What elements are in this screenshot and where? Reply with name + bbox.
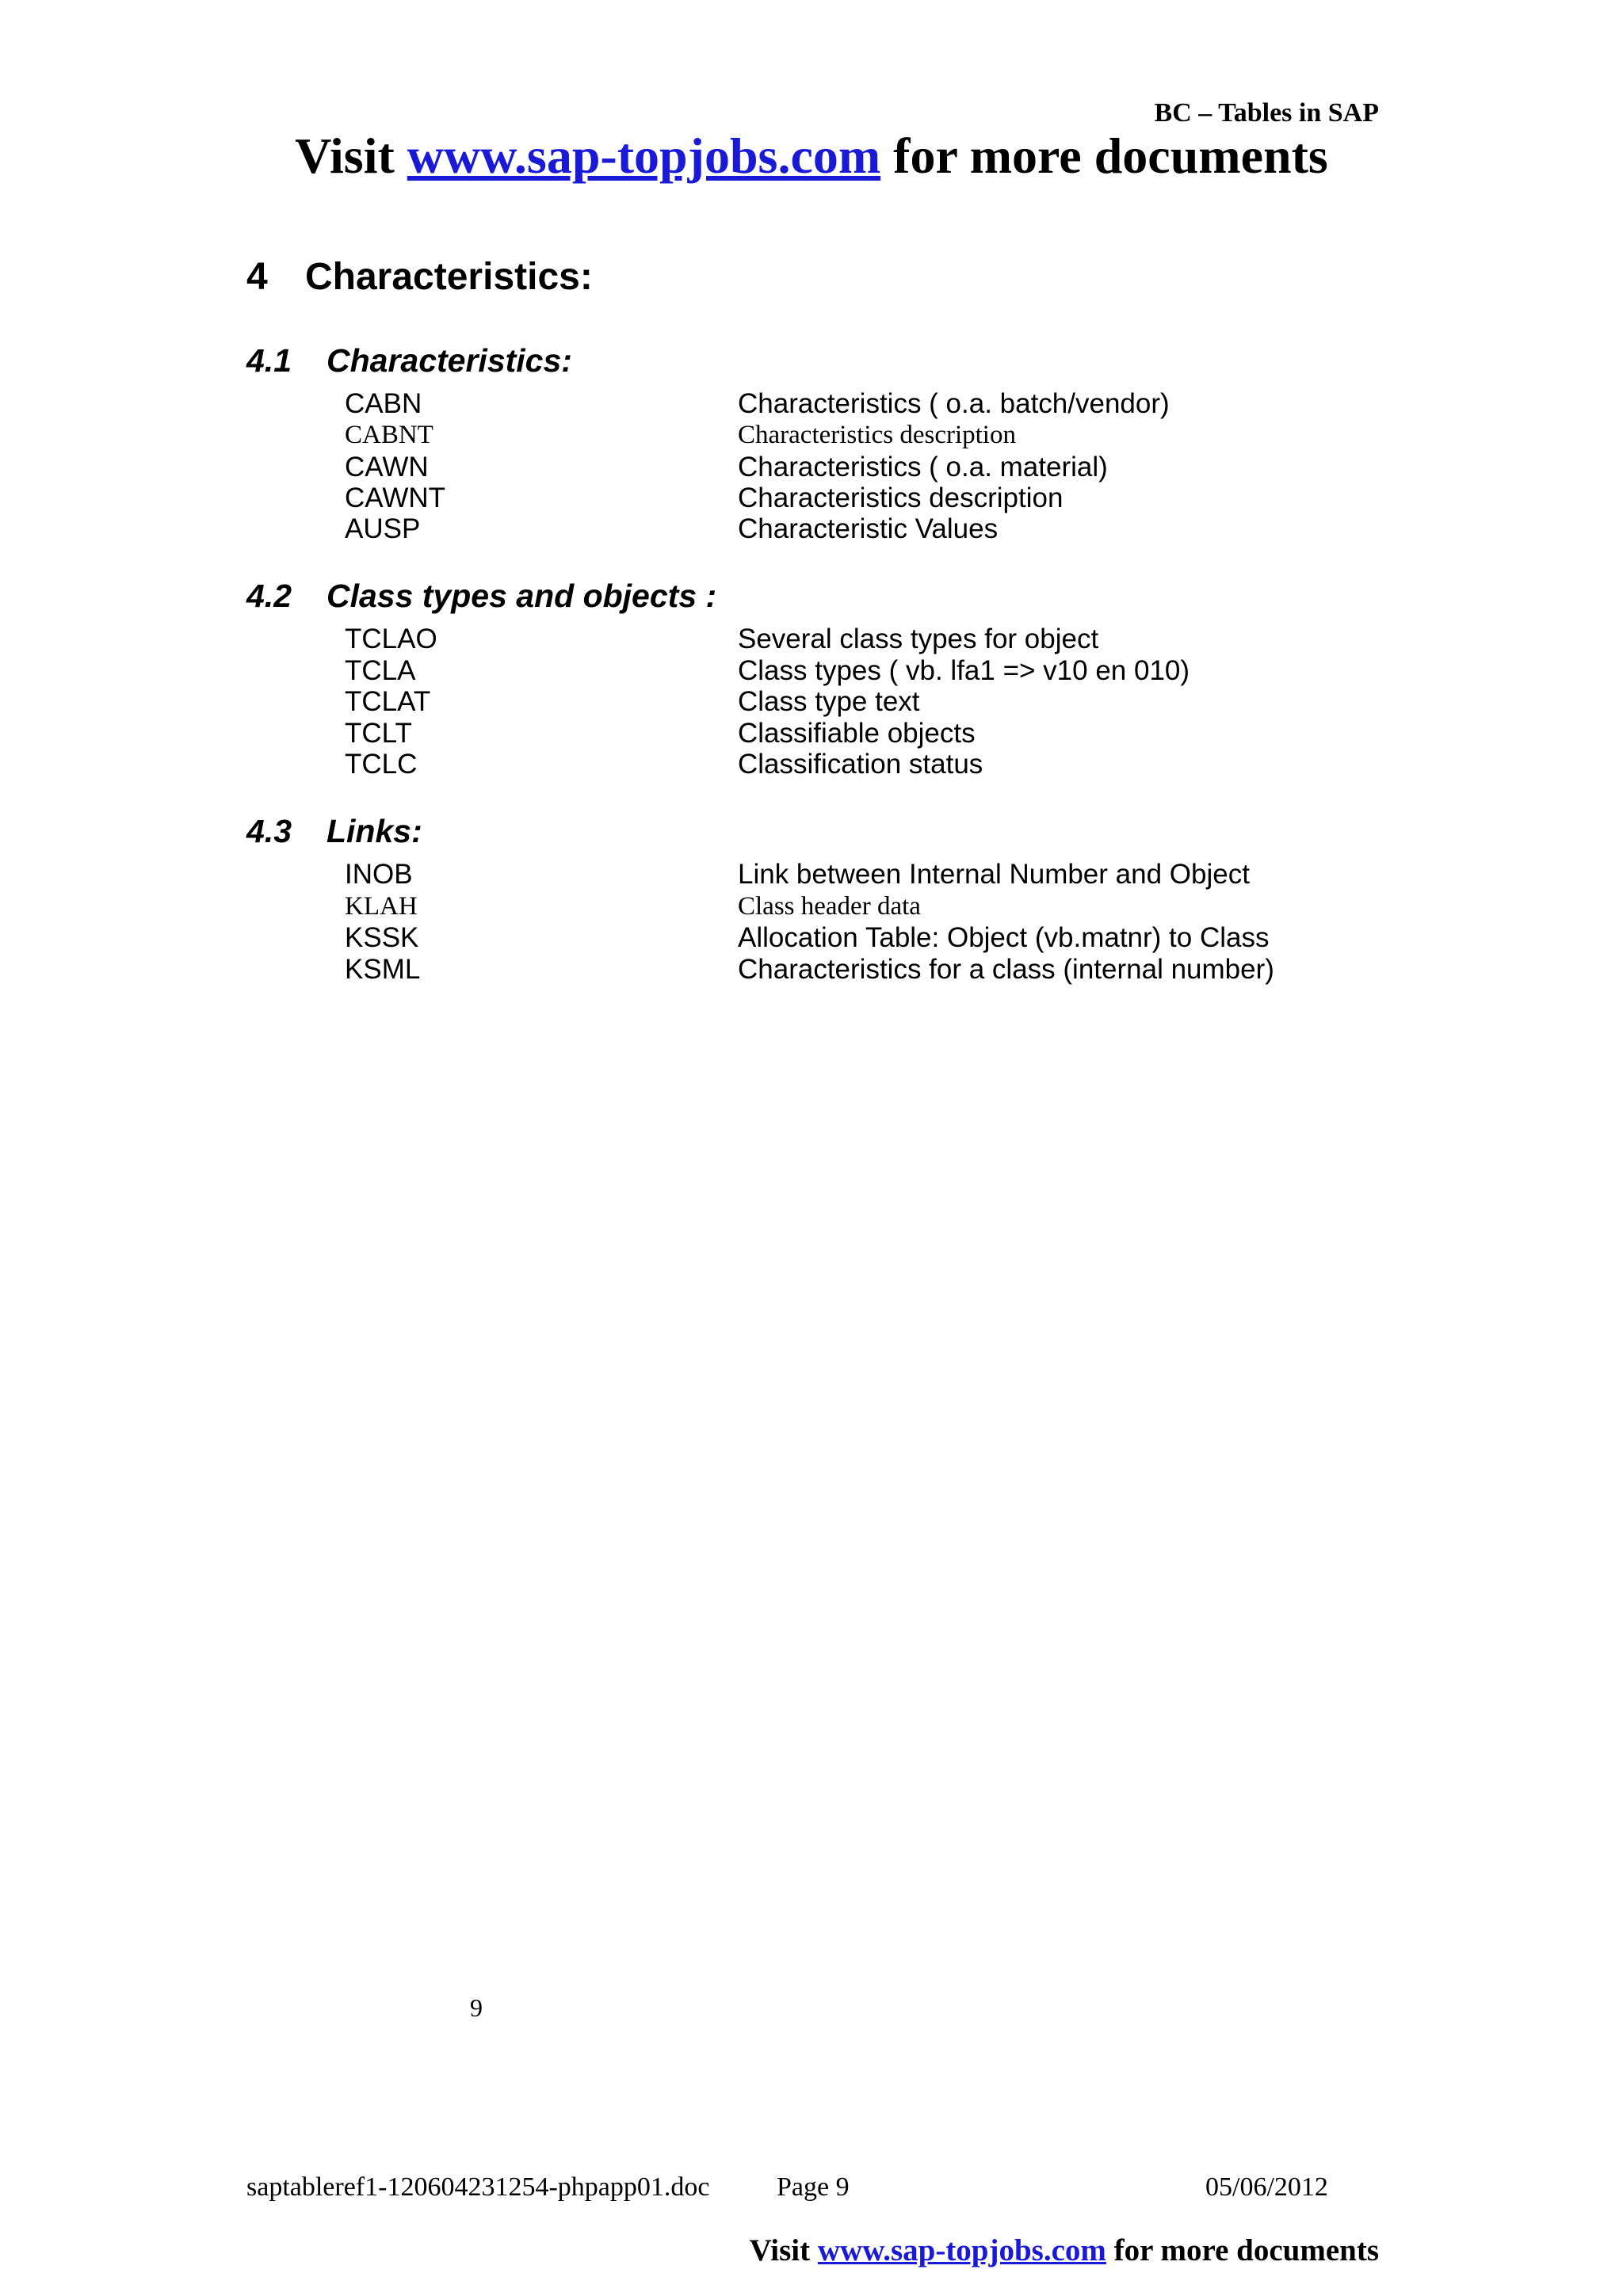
footer-date: 05/06/2012 (1205, 2172, 1328, 2202)
table-description: Characteristic Values (738, 513, 999, 544)
table-description: Characteristics description (738, 421, 1016, 449)
footer-page-label: Page 9 (777, 2172, 850, 2202)
footer-banner (750, 2233, 1379, 2268)
table-code: TCLC (345, 749, 418, 780)
table-code: CABN (345, 388, 422, 419)
table-description: Characteristics for a class (internal number) (738, 954, 1274, 985)
section-title: Class types and objects : (327, 578, 717, 614)
table-description: Characteristics description (738, 482, 1064, 513)
page-number: 9 (470, 1993, 483, 2022)
table-code: INOB (345, 859, 413, 890)
header-banner-suffix: for more documents (880, 128, 1328, 184)
section-heading (246, 813, 422, 850)
table-description: Class type text (738, 686, 920, 717)
footer-banner-link[interactable]: www.sap-topjobs.com (817, 2233, 1106, 2267)
table-code: TCLA (345, 655, 416, 686)
table-code: KLAH (345, 892, 418, 921)
chapter-heading (246, 255, 593, 299)
table-code: TCLT (345, 718, 412, 749)
table-code: AUSP (345, 513, 421, 544)
table-code: KSSK (345, 922, 419, 953)
header-banner-prefix: Visit (295, 128, 407, 184)
table-description: Class types ( vb. lfa1 => v10 en 010) (738, 655, 1190, 686)
table-description: Classification status (738, 749, 983, 780)
table-code: TCLAO (345, 624, 437, 654)
table-code: TCLAT (345, 686, 431, 717)
table-code: CABNT (345, 421, 433, 449)
section-number: 4.2 (246, 578, 292, 614)
table-description: Class header data (738, 892, 921, 921)
table-code: CAWNT (345, 482, 446, 513)
section-title: Links: (327, 813, 422, 849)
header-banner-link[interactable]: www.sap-topjobs.com (407, 128, 881, 184)
section-title: Characteristics: (327, 342, 572, 379)
table-code: CAWN (345, 452, 429, 482)
section-heading (246, 578, 716, 615)
footer-filename: saptableref1-120604231254-phpapp01.doc (246, 2172, 710, 2202)
section-heading (246, 342, 572, 379)
chapter-number: 4 (246, 256, 268, 298)
table-description: Allocation Table: Object (vb.matnr) to Class (738, 922, 1270, 953)
chapter-title: Characteristics: (305, 256, 593, 298)
table-description: Several class types for object (738, 624, 1099, 654)
footer-banner-suffix: for more documents (1106, 2233, 1379, 2267)
header-banner (0, 127, 1623, 185)
table-description: Link between Internal Number and Object (738, 859, 1250, 890)
section-number: 4.3 (246, 813, 292, 849)
footer-banner-prefix: Visit (749, 2233, 818, 2267)
table-description: Classifiable objects (738, 718, 976, 749)
table-description: Characteristics ( o.a. batch/vendor) (738, 388, 1170, 419)
table-code: KSML (345, 954, 421, 985)
table-description: Characteristics ( o.a. material) (738, 452, 1108, 482)
section-number: 4.1 (246, 342, 292, 379)
document-title: BC – Tables in SAP (1154, 98, 1379, 128)
